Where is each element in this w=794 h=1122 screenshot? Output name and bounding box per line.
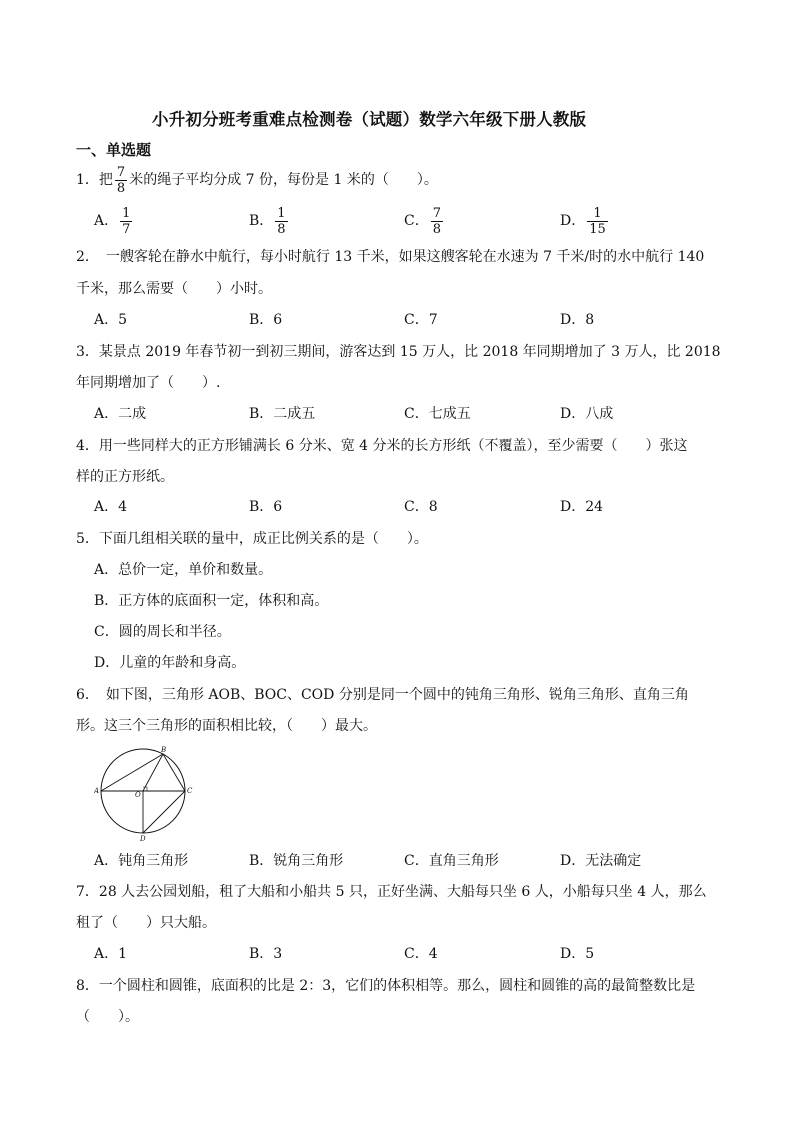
segment-bc (163, 754, 185, 791)
label-d: D (140, 835, 146, 842)
option-a[interactable]: A．总价一定，单价和数量。 (94, 562, 273, 578)
option-b[interactable]: B．6 (249, 499, 283, 515)
option-a[interactable]: A． $\frac{1}{7}$ (94, 205, 131, 237)
question-7-line-2: 租了（ ）只大船。 (76, 915, 216, 931)
option-b[interactable]: B．正方体的底面积一定，体积和高。 (94, 593, 329, 609)
option-d[interactable]: D．5 (560, 946, 595, 962)
question-8-line-2: （ ）。 (76, 1009, 139, 1025)
option-d[interactable]: D．儿童的年龄和身高。 (94, 655, 246, 671)
option-b[interactable]: B．锐角三角形 (249, 853, 344, 869)
option-d[interactable]: D．8 (560, 312, 595, 328)
option-c[interactable]: C．7 (404, 312, 438, 328)
question-4-line-1: 4．用一些同样大的正方形铺满长 6 分米、宽 4 分米的长方形纸（不覆盖），至少需要（ ）张这 (76, 438, 688, 454)
segment-ab (101, 754, 163, 791)
option-c[interactable]: C．圆的周长和半径。 (94, 624, 231, 640)
option-a[interactable]: A．钝角三角形 (94, 853, 189, 869)
question-4-line-2: 样的正方形纸。 (76, 469, 174, 485)
option-c[interactable]: C．8 (404, 499, 438, 515)
question-2-line-1: 2． 一艘客轮在静水中航行，每小时航行 13 千米，如果这艘客轮在水速为 7 千米/时的水中航行 140 (76, 249, 705, 265)
option-b[interactable]: B．6 (249, 312, 283, 328)
question-text-pre: 把 (98, 172, 113, 188)
question-5-line-1: 5．下面几组相关联的量中，成正比例关系的是（ ）。 (76, 531, 428, 547)
option-b[interactable]: B．二成五 (249, 406, 316, 422)
option-d[interactable]: D．八成 (560, 406, 614, 422)
option-c[interactable]: C．七成五 (404, 406, 471, 422)
label-a: A (94, 787, 100, 795)
option-b[interactable]: B． $\frac{1}{8}$ (249, 205, 286, 237)
option-b[interactable]: B．3 (249, 946, 283, 962)
fraction: $\frac{7}{8}$ (116, 164, 126, 196)
option-d[interactable]: D． $\frac{1}{15}$ (560, 205, 606, 237)
option-a[interactable]: A．二成 (94, 406, 147, 422)
option-c[interactable]: C． $\frac{7}{8}$ (404, 205, 441, 237)
section-heading: 一、单选题 (76, 141, 152, 159)
question-number: 1． (76, 172, 99, 188)
option-d[interactable]: D．无法确定 (560, 853, 642, 869)
question-1 (76, 160, 438, 200)
question-6-line-2: 形。这三个三角形的面积相比较，（ ）最大。 (76, 718, 377, 734)
option-c[interactable]: C．4 (404, 946, 438, 962)
label-b: B (161, 746, 167, 754)
segment-cd (143, 791, 185, 833)
circle-triangles-figure (94, 746, 196, 842)
label-c: C (187, 787, 193, 795)
question-8-line-1: 8．一个圆柱和圆锥，底面积的比是 2：3，它们的体积相等。那么，圆柱和圆锥的高的最简整数比是 (76, 978, 696, 994)
question-2-line-2: 千米，那么需要（ ）小时。 (76, 281, 272, 297)
question-6-line-1: 6． 如下图，三角形 AOB、BOC、COD 分别是同一个圆中的钝角三角形、锐角三角形、直角三角 (76, 687, 689, 703)
option-a[interactable]: A．4 (94, 499, 128, 515)
label-o: O (135, 791, 141, 799)
option-a[interactable]: A．5 (94, 312, 128, 328)
question-3-line-1: 3．某景点 2019 年春节初一到初三期间，游客达到 15 万人，比 2018 年同期增加了 3 万人，比 2018 (76, 344, 721, 360)
question-text-post: 米的绳子平均分成 7 份，每份是 1 米的（ ）。 (129, 172, 438, 188)
question-3-line-2: 年同期增加了（ ）. (76, 375, 221, 391)
option-d[interactable]: D．24 (560, 499, 604, 515)
option-a[interactable]: A．1 (94, 946, 128, 962)
question-7-line-1: 7．28 人去公园划船，租了大船和小船共 5 只，正好坐满、大船每只坐 6 人，小船每只坐 4 人，那么 (76, 884, 707, 900)
page-title: 小升初分班考重难点检测卷（试题）数学六年级下册人教版 (152, 110, 587, 129)
option-c[interactable]: C．直角三角形 (404, 853, 499, 869)
